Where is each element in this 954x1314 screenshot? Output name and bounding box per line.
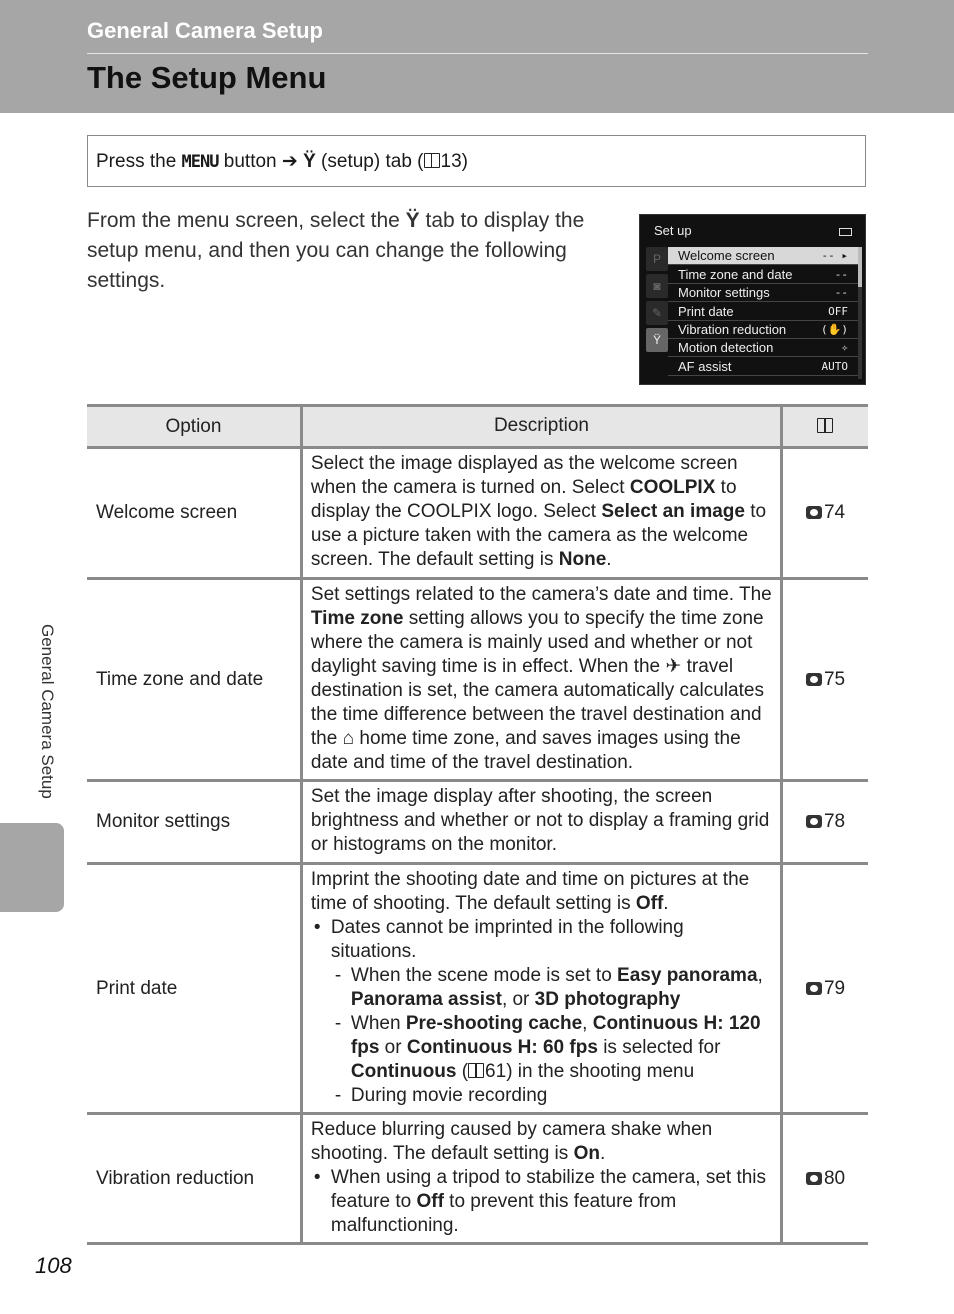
sub-list [331, 964, 772, 1108]
tools-tab-icon: ✎ [646, 301, 668, 325]
camera-menu-item-value: ✧ [841, 341, 848, 354]
column-header-option: Option [87, 406, 301, 448]
list-item: - When the scene mode is set to Easy panorama, Panorama assist, or 3D photography [351, 964, 772, 1012]
section-title: General Camera Setup [87, 18, 323, 43]
option-description: Select the image displayed as the welcome screen when the camera is turned on. Select COOLPIX to display the COOLPIX logo. Select Select an image to use a picture taken with the camera as the welcome screen. The default setting is None. [301, 448, 781, 579]
setup-options-table [87, 404, 868, 1245]
camera-setup-screen [639, 214, 866, 385]
option-reference: 75 [782, 579, 868, 781]
camera-menu-item-value: (✋) [821, 323, 848, 336]
table-row [87, 448, 868, 579]
option-reference: 74 [782, 448, 868, 579]
camera-menu-item [668, 284, 858, 302]
setup-tab-icon: Ÿ [646, 328, 668, 352]
camera-menu-tabs [646, 247, 668, 379]
side-section-label-text: General Camera Setup [38, 624, 57, 799]
camera-scrollbar [858, 247, 862, 379]
option-name: Welcome screen [87, 448, 301, 579]
camera-menu-item-label: Time zone and date [678, 267, 793, 282]
option-name: Vibration reduction [87, 1114, 301, 1244]
page-header [0, 0, 954, 113]
option-description: Reduce blurring caused by camera shake when shooting. The default setting is On. • When using a tripod to stabilize the camera, set this feature to Off to prevent this feature from malfunctioning. [301, 1114, 781, 1244]
side-section-label [36, 625, 60, 815]
table-row [87, 864, 868, 1114]
camera-menu-item-label: Vibration reduction [678, 322, 787, 337]
camera-menu-item-label: Monitor settings [678, 285, 770, 300]
camera-menu-item [668, 321, 858, 339]
camera-menu-item [668, 358, 858, 376]
table-row [87, 781, 868, 864]
camera-menu-item-value: OFF [828, 305, 848, 318]
option-description: Set settings related to the camera’s date and time. The Time zone setting allows you to specify the time zone where the camera is mainly used and whether or not daylight saving time is in effect. When the ✈ travel destination is set, the camera automatically calculates the time difference between the travel destination and the ⌂ home time zone, and saves images using the date and time of the travel destination. [301, 579, 781, 781]
camera-menu-title: Set up [654, 223, 692, 238]
navigation-instruction [87, 135, 866, 187]
intro-text: From the menu screen, select the [87, 209, 406, 232]
reference-section-icon [806, 982, 822, 995]
reference-section-icon [806, 673, 822, 686]
camera-menu-item [668, 303, 858, 321]
airplane-icon: ✈ [665, 655, 682, 677]
list-item: - During movie recording [351, 1084, 772, 1108]
table-row [87, 1114, 868, 1244]
option-reference: 80 [782, 1114, 868, 1244]
camera-menu-item-value: -- [834, 268, 848, 281]
option-name: Monitor settings [87, 781, 301, 864]
reference-section-icon [806, 1172, 822, 1185]
reference-section-icon [806, 815, 822, 828]
home-icon: ⌂ [342, 727, 355, 749]
column-header-description: Description [301, 406, 781, 448]
option-reference: 78 [782, 781, 868, 864]
table-row [87, 579, 868, 781]
nav-text: Press the [96, 151, 182, 172]
camera-menu-item [668, 247, 858, 265]
side-thumb-tab [0, 823, 64, 912]
nav-text: button [218, 151, 282, 172]
intro-paragraph [87, 206, 617, 296]
bullet-list [311, 1166, 772, 1238]
nav-page-ref: 13 [440, 151, 462, 172]
camera-menu-item-label: Welcome screen [678, 248, 775, 263]
menu-button-icon: MENU [181, 152, 219, 172]
camera-menu-item-label: Print date [678, 304, 734, 319]
page-number: 108 [35, 1253, 72, 1278]
list-item: - When Pre-shooting cache, Continuous H: 120 fps or Continuous H: 60 fps is selected for Continuous ( 61) in the shooting menu [351, 1012, 772, 1084]
page-reference-icon [817, 418, 833, 433]
camera-scrollbar-thumb [858, 247, 862, 287]
reference-section-icon [806, 506, 822, 519]
nav-text: (setup) tab ( [315, 151, 424, 172]
option-reference: 79 [782, 864, 868, 1114]
camera-menu-item-value: -- [834, 286, 848, 299]
camera-menu-item-value: AUTO [821, 360, 848, 373]
page-title: The Setup Menu [87, 60, 327, 95]
camera-menu-item-label: AF assist [678, 359, 732, 374]
nav-text: ) [461, 151, 468, 172]
shooting-tab-icon: P [646, 247, 668, 271]
camera-menu-item-label: Motion detection [678, 340, 774, 355]
setup-tab-icon: Ÿ [303, 151, 316, 172]
camera-menu-item [668, 339, 858, 357]
camera-menu-item [668, 266, 858, 284]
intro-text: tab to display the setup menu, and then you can change the following settings. [87, 209, 585, 292]
option-description: Imprint the shooting date and time on pictures at the time of shooting. The default setting is Off. • Dates cannot be imprinted in the following situations. - When the scene mode is set to Easy panorama, Panorama assist, or 3D photography - When Pre-shooting cache, Continuous H: 120 fps or Continuous H: 60 fps is selected for Continuous ( 61) in the shooting menu - During movie recording [301, 864, 781, 1114]
bullet-list [311, 916, 772, 1108]
list-item: • When using a tripod to stabilize the camera, set this feature to Off to prevent this feature from malfunctioning. [331, 1166, 772, 1238]
option-description: Set the image display after shooting, the screen brightness and whether or not to display a framing grid or histograms on the monitor. [301, 781, 781, 864]
table-header-row [87, 406, 868, 448]
column-header-reference [782, 406, 868, 448]
header-divider [87, 53, 868, 54]
camera-menu-item-value: -- ▸ [821, 249, 848, 262]
option-name: Print date [87, 864, 301, 1114]
battery-icon [839, 228, 852, 236]
movie-tab-icon: ◙ [646, 274, 668, 298]
setup-tab-icon: Ÿ [405, 209, 420, 232]
arrow-icon: ➔ [281, 151, 298, 172]
list-item: • Dates cannot be imprinted in the following situations. - When the scene mode is set to Easy panorama, Panorama assist, or 3D photography - When Pre-shooting cache, Continuous H: 120 fps or Continuous H: 60 fps is selected for Continuous ( 61) in the shooting menu - During movie recording [331, 916, 772, 1108]
page-reference-icon [424, 153, 440, 168]
option-name: Time zone and date [87, 579, 301, 781]
page-reference-icon [468, 1063, 484, 1078]
